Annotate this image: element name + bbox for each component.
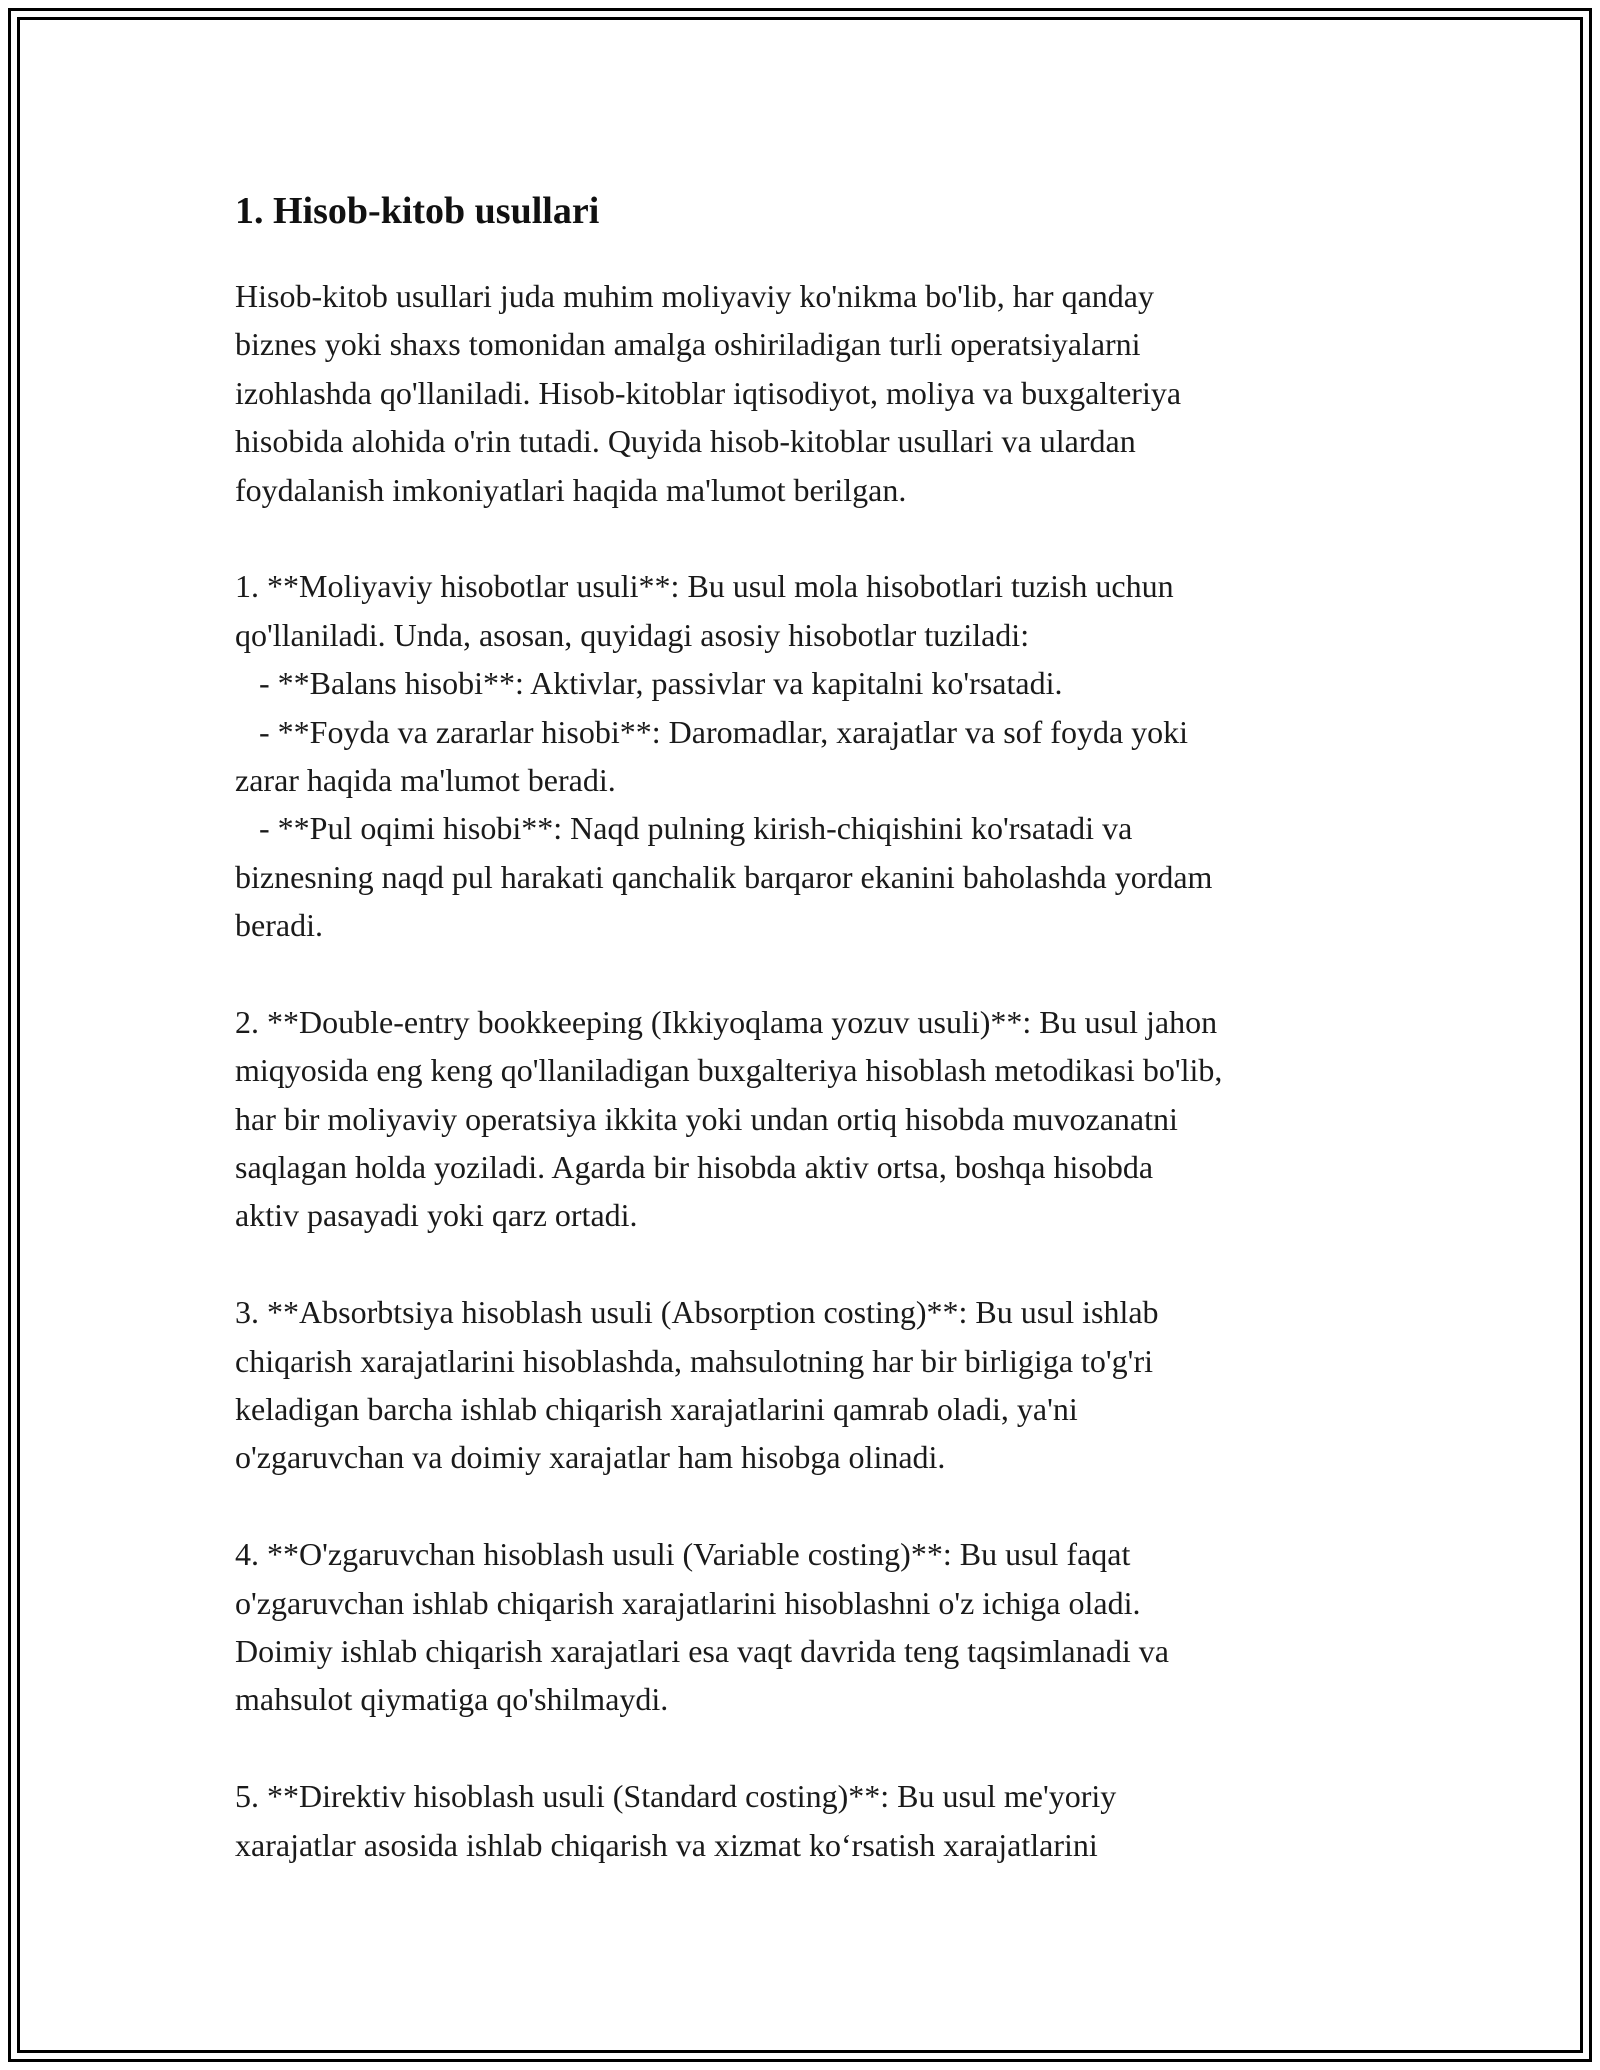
text-line: chiqarish xarajatlarini hisoblashda, mahsulotning har bir birligiga to'g'ri (235, 1342, 1153, 1379)
text-line: biznesning naqd pul harakati qanchalik barqaror ekanini baholashda yordam (235, 858, 1213, 895)
blank-line (235, 1240, 1385, 1288)
text-line: 5. **Direktiv hisoblash usuli (Standard costing)**: Bu usul me'yoriy (235, 1778, 1117, 1815)
text-line: biznes yoki shaxs tomonidan amalga oshiriladigan turli operatsiyalarni (235, 326, 1141, 363)
text-line: xarajatlar asosida ishlab chiqarish va xizmat ko‘rsatish xarajatlarini (235, 1826, 1098, 1863)
text-line: mahsulot qiymatiga qo'shilmaydi. (235, 1681, 669, 1718)
text-line: 4. **O'zgaruvchan hisoblash usuli (Variable costing)**: Bu usul faqat (235, 1536, 1131, 1573)
text-line: izohlashda qo'llaniladi. Hisob-kitoblar iqtisodiyot, moliya va buxgalteriya (235, 374, 1182, 411)
text-line: miqyosida eng keng qo'llaniladigan buxgalteriya hisoblash metodikasi bo'lib, (235, 1052, 1223, 1089)
text-line: beradi. (235, 907, 323, 944)
text-line: Doimiy ishlab chiqarish xarajatlari esa vaqt davrida teng taqsimlanadi va (235, 1632, 1169, 1669)
text-line: foydalanish imkoniyatlari haqida ma'lumot berilgan. (235, 471, 907, 508)
text-line: o'zgaruvchan va doimiy xarajatlar ham hisobga olinadi. (235, 1439, 946, 1476)
text-line: o'zgaruvchan ishlab chiqarish xarajatlarini hisoblashni o'z ichiga oladi. (235, 1584, 1141, 1621)
text-line: hisobida alohida o'rin tutadi. Quyida hisob-kitoblar usullari va ulardan (235, 423, 1136, 460)
text-line: 2. **Double-entry bookkeeping (Ikkiyoqlama yozuv usuli)**: Bu usul jahon (235, 1003, 1218, 1040)
text-line: Hisob-kitob usullari juda muhim moliyaviy ko'nikma bo'lib, har qanday (235, 278, 1154, 314)
blank-line (235, 949, 1385, 997)
text-line: - **Foyda va zararlar hisobi**: Daromadlar, xarajatlar va sof foyda yoki (235, 713, 1189, 750)
text-line: qo'llaniladi. Unda, asosan, quyidagi asosiy hisobotlar tuziladi: (235, 616, 1030, 653)
text-line: aktiv pasayadi yoki qarz ortadi. (235, 1197, 638, 1234)
document-title: 1. Hisob-kitob usullari (235, 190, 600, 232)
text-line: keladigan barcha ishlab chiqarish xarajatlarini qamrab oladi, ya'ni (235, 1390, 1078, 1427)
text-line: - **Balans hisobi**: Aktivlar, passivlar va kapitalni ko'rsatadi. (235, 665, 1063, 702)
text-line: 3. **Absorbtsiya hisoblash usuli (Absorption costing)**: Bu usul ishlab (235, 1294, 1159, 1331)
blank-line (235, 514, 1385, 562)
document-text (235, 272, 1385, 1869)
document-body (235, 180, 1385, 1869)
text-line: - **Pul oqimi hisobi**: Naqd pulning kirish-chiqishini ko'rsatadi va (235, 810, 1133, 847)
text-line: saqlagan holda yoziladi. Agarda bir hisobda aktiv ortsa, boshqa hisobda (235, 1149, 1154, 1186)
blank-line (235, 1482, 1385, 1530)
blank-line (235, 1724, 1385, 1772)
text-line: zarar haqida ma'lumot beradi. (235, 761, 616, 798)
text-line: 1. **Moliyaviy hisobotlar usuli**: Bu usul mola hisobotlari tuzish uchun (235, 568, 1174, 605)
text-line: har bir moliyaviy operatsiya ikkita yoki undan ortiq hisobda muvozanatni (235, 1100, 1178, 1137)
